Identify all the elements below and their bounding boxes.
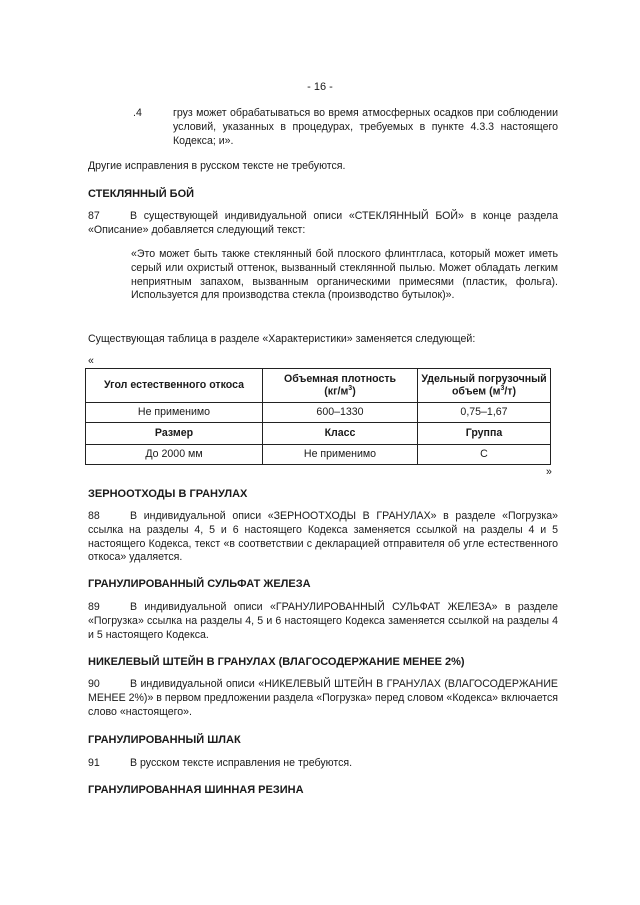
- table-header-cell: Размер: [86, 423, 263, 445]
- paragraph-text: В индивидуальной описи «ГРАНУЛИРОВАННЫЙ СУЛЬФАТ ЖЕЛЕЗА» в разделе «Погрузка» ссылка на разделы 4, 5 и 6 настоящего Кодекса заменяется ссылкой на разделы 4 и 5 настоящего Кодекса.: [88, 601, 558, 641]
- quote-block: «Это может быть также стеклянный бой плоского флинтгласа, который может иметь серый или охристый оттенок, вызванный стеклянной пылью. Может обладать легким неприятным запахом, вызванным органическими примесями (пластик, фольга). Используется для производства стекла (производство бутылок)».: [131, 248, 558, 302]
- table-cell: До 2000 мм: [86, 445, 263, 465]
- paragraph-text: В русском тексте исправления не требуются.: [130, 757, 353, 769]
- section-heading: ГРАНУЛИРОВАННЫЙ ШЛАК: [88, 734, 241, 746]
- table-cell: 600–1330: [263, 403, 418, 423]
- table-header-cell: Удельный погрузочный объем $(м^3/т)$: [418, 369, 551, 403]
- table-cell: C: [418, 445, 551, 465]
- paragraph-text: В существующей индивидуальной описи «СТЕКЛЯННЫЙ БОЙ» в конце раздела «Описание» добавляется следующий текст:: [88, 210, 558, 236]
- paragraph-87: [88, 210, 558, 238]
- open-quote: «: [88, 355, 94, 367]
- characteristics-table: [85, 368, 551, 465]
- table-header-cell: Объемная плотность $(кг/м^3)$: [263, 369, 418, 403]
- paragraph-90: [88, 678, 558, 719]
- section-heading: НИКЕЛЕВЫЙ ШТЕЙН В ГРАНУЛАХ (ВЛАГОСОДЕРЖАНИЕ МЕНЕЕ 2%): [88, 656, 465, 668]
- table-cell: 0,75–1,67: [418, 403, 551, 423]
- other-corrections-note: Другие исправления в русском тексте не требуются.: [88, 160, 346, 172]
- paragraph-number: 87: [88, 210, 100, 222]
- table-header-cell: Группа: [418, 423, 551, 445]
- paragraph-text: В индивидуальной описи «НИКЕЛЕВЫЙ ШТЕЙН В ГРАНУЛАХ (ВЛАГОСОДЕРЖАНИЕ МЕНЕЕ 2%)» в первом предложении раздела «Погрузка» перед словом «Кодекса» включается слово «настоящего».: [88, 678, 558, 718]
- paragraph-number: 91: [88, 757, 100, 769]
- section-heading: ГРАНУЛИРОВАННЫЙ СУЛЬФАТ ЖЕЛЕЗА: [88, 578, 311, 590]
- table-intro: Существующая таблица в разделе «Характеристики» заменяется следующей:: [88, 333, 476, 345]
- paragraph-number: 90: [88, 678, 100, 690]
- section-heading: ЗЕРНООТХОДЫ В ГРАНУЛАХ: [88, 488, 248, 500]
- table-header-cell: Угол естественного откоса: [86, 369, 263, 403]
- page-number: - 16 -: [307, 81, 333, 93]
- paragraph-88: [88, 510, 558, 565]
- section-heading: СТЕКЛЯННЫЙ БОЙ: [88, 188, 195, 200]
- paragraph-text: В индивидуальной описи «ЗЕРНООТХОДЫ В ГРАНУЛАХ» в разделе «Погрузка» ссылка на разделы 4, 5 и 6 настоящего Кодекса заменяется ссылкой на разделы 4 и 5 настоящего Кодекса, текст «в соответствии с декларацией отправителя об угле естественного откоса» удаляется.: [88, 510, 558, 564]
- item-text: груз может обрабатываться во время атмосферных осадков при соблюдении условий, указанных в процедурах, требуемых в пункте 4.3.3 настоящего Кодекса; и».: [173, 107, 558, 147]
- table-cell: Не применимо: [263, 445, 418, 465]
- paragraph-number: 88: [88, 510, 100, 522]
- paragraph-number: 89: [88, 601, 100, 613]
- table-cell: Не применимо: [86, 403, 263, 423]
- paragraph-89: [88, 601, 558, 642]
- item-label: .4: [133, 107, 142, 119]
- section-heading: ГРАНУЛИРОВАННАЯ ШИННАЯ РЕЗИНА: [88, 784, 304, 796]
- table-header-cell: Класс: [263, 423, 418, 445]
- close-quote: »: [546, 466, 552, 478]
- paragraph-91: [88, 757, 558, 771]
